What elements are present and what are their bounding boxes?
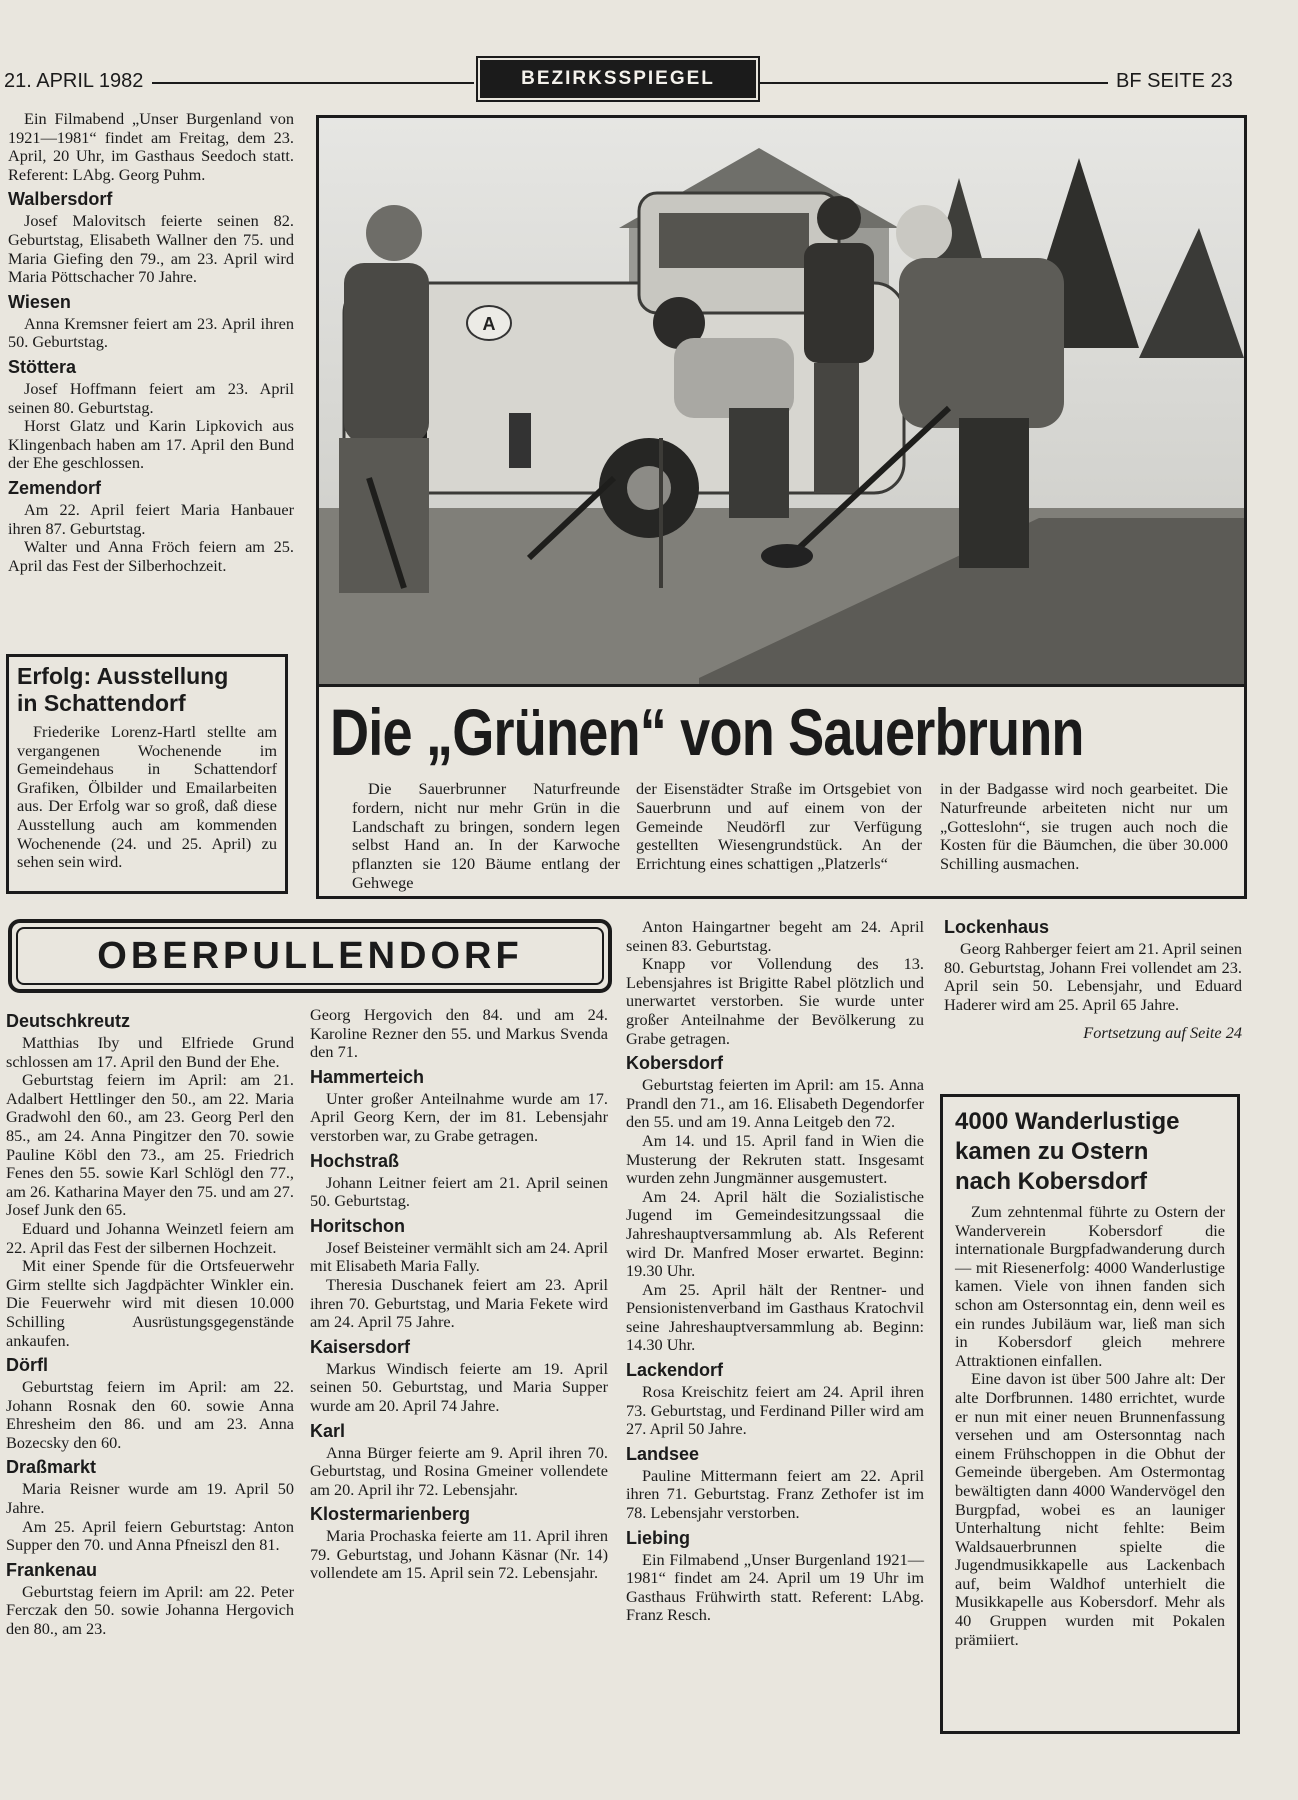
section-heading: Hochstraß: [310, 1150, 400, 1171]
news-paragraph: Unter großer Anteilnahme wurde am 17. April Georg Kern, der im 81. Lebensjahr verstorben war, zu Grabe getragen.: [310, 1088, 608, 1145]
section-heading: Horitschon: [310, 1215, 406, 1236]
news-paragraph: Josef Beisteiner vermählt sich am 24. April mit Elisabeth Maria Fally.: [310, 1237, 608, 1276]
oberpullendorf-column-3: [626, 918, 924, 1625]
lead-text: Die Sauerbrunner Naturfreunde fordern, nicht nur mehr Grün in die Landschaft zu bringen, sondern legen selbst Hand an. In der Karwoche pflanzten sie 120 Bäume entlang der Gehwege: [352, 779, 620, 892]
header-rule-left: [152, 82, 474, 84]
section-heading: Wiesen: [8, 291, 71, 312]
section-heading: Lackendorf: [626, 1360, 724, 1381]
oberpullendorf-banner: [8, 919, 612, 993]
section-heading: Kobersdorf: [626, 1053, 724, 1074]
news-photo: [316, 115, 1247, 687]
photo-illustration: [319, 118, 1244, 684]
continued-note: Fortsetzung auf Seite 24: [1083, 1023, 1242, 1043]
section-heading: Landsee: [626, 1443, 700, 1464]
news-paragraph: Maria Prochaska feierte am 11. April ihren 79. Geburtstag, und Johann Käsnar (Nr. 14) vollendete am 15. April sein 72. Lebensjahr.: [310, 1526, 608, 1583]
section-heading: Frankenau: [6, 1559, 98, 1580]
erfolg-title: [17, 663, 277, 717]
oberpullendorf-column-2: [310, 1006, 608, 1583]
news-paragraph: Georg Rahberger feiert am 21. April seinen 80. Geburtstag, Johann Frei vollendet am 23. April sein 50. Lebensjahr, und Eduard Haderer wird am 25. April 65 Jahre.: [944, 939, 1242, 1014]
banner-title: OBERPULLENDORF: [16, 927, 604, 985]
erfolg-title-line1: Erfolg: Ausstellung: [17, 663, 229, 689]
news-paragraph: Geburtstag feiern im April: am 22. Johann Rosnak den 60. sowie Anna Ehresheim den 86. und am 23. Anna Bozecsky den 60.: [6, 1377, 294, 1452]
wander-title-line1: 4000 Wanderlustige: [955, 1108, 1180, 1135]
section-heading: Draßmarkt: [6, 1457, 97, 1478]
news-paragraph: Anna Kremsner feiert am 23. April ihren 50. Geburtstag.: [8, 313, 294, 352]
news-paragraph: Am 14. und 15. April fand in Wien die Musterung der Rekruten statt. Insgesamt wurden zehn Jungmänner ausgemustert.: [626, 1130, 924, 1188]
section-badge: BEZIRKSSPIEGEL: [480, 60, 756, 98]
main-headline: Die „Grünen“ von Sauerbrunn: [330, 695, 1084, 769]
news-paragraph: Am 25. April hält der Rentner- und Pensionistenverband im Gasthaus Kratochvil seine Jahreshauptversammlung ab. Beginn: 14.30 Uhr.: [626, 1279, 924, 1355]
news-paragraph: Georg Hergovich den 84. und am 24. Karoline Rezner den 55. und Markus Svenda den 71.: [310, 1005, 608, 1062]
wander-paragraph: Eine davon ist über 500 Jahre alt: Der alte Dorfbrunnen. 1480 errichtet, wurde er nun mit einer neuen Brunnenfassung versehen und am Ostersonntag nach einem Frühschoppen in die Obhut der Gemeinde übergeben. Am Ostermontag bewältigten dann 4000 Wandervögel den Burgpfad, wobei es an launiger Unterhaltung nicht fehlte: Beim Waldsauerbrunnen spielte die Jugendmusikkapelle aus Lackenbach auf, beim Waldhof unterhielt die Musikkapelle aus Kobersdorf. Mehr als 40 Gruppen wurden mit Pokalen prämiiert.: [955, 1369, 1225, 1649]
section-heading: Hammerteich: [310, 1066, 425, 1087]
section-heading: Lockenhaus: [944, 917, 1050, 937]
news-paragraph: Geburtstag feiern im April: am 22. Peter Ferczak den 50. sowie Johanna Hergovich den 80., am 23.: [6, 1581, 294, 1639]
news-paragraph: Am 24. April hält die Sozialistische Jugend im Gemeindesitzungssaal die Jahreshauptversammlung ab. Als Referent wird Dr. Manfred Moser erwartet. Beginn: 19.30 Uhr.: [626, 1186, 924, 1281]
issue-date: 21. APRIL 1982: [4, 70, 144, 92]
wander-title: [955, 1107, 1225, 1197]
section-heading: Klostermarienberg: [310, 1504, 471, 1525]
erfolg-box: [6, 654, 288, 894]
news-paragraph: Matthias Iby und Elfriede Grund schlossen am 17. April den Bund der Ehe.: [6, 1033, 294, 1071]
lead-text: in der Badgasse wird noch gearbeitet. Die Naturfreunde arbeiteten nicht nur um „Gotteslohn“, sie trugen auch noch die Kosten für die Bäumchen, die über 30.000 Schilling ausmachen.: [940, 779, 1228, 874]
news-paragraph: Johann Leitner feiert am 21. April seinen 50. Geburtstag.: [310, 1172, 608, 1211]
lead-column-3: [940, 780, 1228, 874]
news-paragraph: Horst Glatz und Karin Lipkovich aus Klingenbach haben am 17. April den Bund der Ehe geschlossen.: [8, 416, 294, 473]
news-paragraph: Eduard und Johanna Weinzetl feiern am 22. April das Fest der silbernen Hochzeit.: [6, 1218, 294, 1257]
erfolg-text: Friederike Lorenz-Hartl stellte am vergangenen Wochenende im Gemeindehaus in Schattendorf Grafiken, Ölbilder und Emailarbeiten aus. Der Erfolg war so groß, daß diese Ausstellung auch am kommenden Wochenende (24. und 25. April) zu sehen sein wird.: [17, 722, 277, 872]
section-heading: Zemendorf: [8, 477, 102, 498]
news-paragraph: Am 25. April feiern Geburtstag: Anton Supper den 70. und Anna Pfneiszl den 81.: [6, 1516, 294, 1555]
section-heading: Deutschkreutz: [6, 1011, 131, 1031]
page-number: BF SEITE 23: [1116, 70, 1233, 92]
news-paragraph: Theresia Duschanek feiert am 23. April ihren 70. Geburtstag, und Maria Fekete wird am 24. April 75 Jahre.: [310, 1274, 608, 1332]
wander-paragraph: Zum zehntenmal führte zu Ostern der Wanderverein Kobersdorf die internationale Burgpfadwanderung durch — mit Riesenerfolg: 4000 Wanderlustige kamen. Viele von ihnen fanden sich schon am Ostersonntag ein, denn weil es ein rundes Jubiläum war, ließ man sich in Kobersdorf gleich mehrere Attraktionen einfallen.: [955, 1202, 1225, 1370]
section-heading: Kaisersdorf: [310, 1336, 411, 1357]
news-paragraph: Anna Bürger feierte am 9. April ihren 70. Geburtstag, und Rosina Gmeiner vollendete am 20. April ihr 72. Lebensjahr.: [310, 1442, 608, 1499]
lead-column-1: [352, 780, 620, 893]
news-paragraph: Rosa Kreischitz feiert am 24. April ihren 73. Geburtstag, und Ferdinand Piller wird am 27. April 50 Jahre.: [626, 1382, 924, 1439]
news-paragraph: Ein Filmabend „Unser Burgenland 1921—1981“ findet am 24. April um 19 Uhr im Gasthaus Frühwirth statt. Referent: LAbg. Franz Resch.: [626, 1549, 924, 1625]
news-paragraph: Pauline Mittermann feiert am 22. April ihren 71. Geburtstag. Franz Zethofer ist im 78. Lebensjahr verstorben.: [626, 1465, 924, 1523]
country-sticker: [467, 306, 511, 340]
oberpullendorf-column-4: [944, 912, 1242, 1043]
news-paragraph: Markus Windisch feierte am 19. April seinen 50. Geburtstag, und Maria Supper wurde am 20. April 74 Jahre.: [310, 1358, 608, 1415]
wander-title-line3: nach Kobersdorf: [955, 1168, 1148, 1195]
news-paragraph: Walter und Anna Fröch feiern am 25. April das Fest der Silberhochzeit.: [8, 537, 294, 575]
oberpullendorf-column-1: [6, 1006, 294, 1639]
wander-box: [940, 1094, 1240, 1734]
news-paragraph: Geburtstag feierten im April: am 15. Anna Prandl den 71., am 16. Elisabeth Degendorfer den 55. und am 19. Anna Leitgeb den 72.: [626, 1075, 924, 1132]
header-rule-right: [758, 82, 1108, 84]
news-paragraph: Knapp vor Vollendung des 13. Lebensjahres ist Brigitte Rabel plötzlich und unerwartet verstorben. Sie wurde unter großer Anteilnahme der Bevölkerung zu Grabe getragen.: [626, 954, 924, 1048]
erfolg-title-line2: in Schattendorf: [17, 690, 186, 716]
section-heading: Liebing: [626, 1527, 690, 1548]
news-paragraph: Geburtstag feiern im April: am 21. Adalbert Hettlinger den 50., am 22. Maria Gradwohl den 60., am 23. Georg Perl den 85., am 24. Anna Pingitzer den 70. sowie Pauline Köbl den 73., am 25. Friedrich Fenes den 55. sowie Karl Schlögl den 77., am 26. Katharina Mayer den 75. und am 27. Josef Junk den 65.: [6, 1070, 295, 1220]
sticker-letter: A: [482, 314, 496, 334]
news-paragraph: Mit einer Spende für die Ortsfeuerwehr Girm stellte sich Jagdpächter Winkler ein. Die Feuerwehr wird mit diesen 10.000 Schilling Ausrüstungsgegenstände ankaufen.: [6, 1256, 294, 1350]
left-news-column: [8, 110, 294, 575]
film-notice: Ein Filmabend „Unser Burgenland von 1921—1981“ findet am Freitag, dem 23. April, 20 Uhr, im Gasthaus Seedoch statt. Referent: LAbg. Georg Puhm.: [8, 109, 294, 184]
news-paragraph: Maria Reisner wurde am 19. April 50 Jahre.: [6, 1479, 294, 1518]
news-paragraph: Josef Hoffmann feiert am 23. April seinen 80. Geburtstag.: [8, 378, 294, 417]
lead-text: der Eisenstädter Straße im Ortsgebiet von Sauerbrunn und auf einem von der Gemeinde Neudörfl zur Verfügung gestellten Wiesengrundstück. An der Errichtung eines schattigen „Platzerls“: [636, 779, 922, 874]
news-paragraph: Am 22. April feiert Maria Hanbauer ihren 87. Geburtstag.: [8, 499, 294, 538]
news-paragraph: Anton Haingartner begeht am 24. April seinen 83. Geburtstag.: [626, 917, 924, 955]
news-paragraph: Josef Malovitsch feierte seinen 82. Geburtstag, Elisabeth Wallner den 75. und Maria Giefing den 79., am 23. April wird Maria Pöttschacher 70 Jahre.: [8, 211, 294, 287]
section-heading: Dörfl: [6, 1355, 48, 1376]
section-heading: Karl: [310, 1420, 346, 1441]
lead-column-2: [636, 780, 922, 874]
wander-title-line2: kamen zu Ostern: [955, 1138, 1149, 1165]
section-heading: Walbersdorf: [8, 189, 113, 210]
section-heading: Stöttera: [8, 356, 77, 377]
